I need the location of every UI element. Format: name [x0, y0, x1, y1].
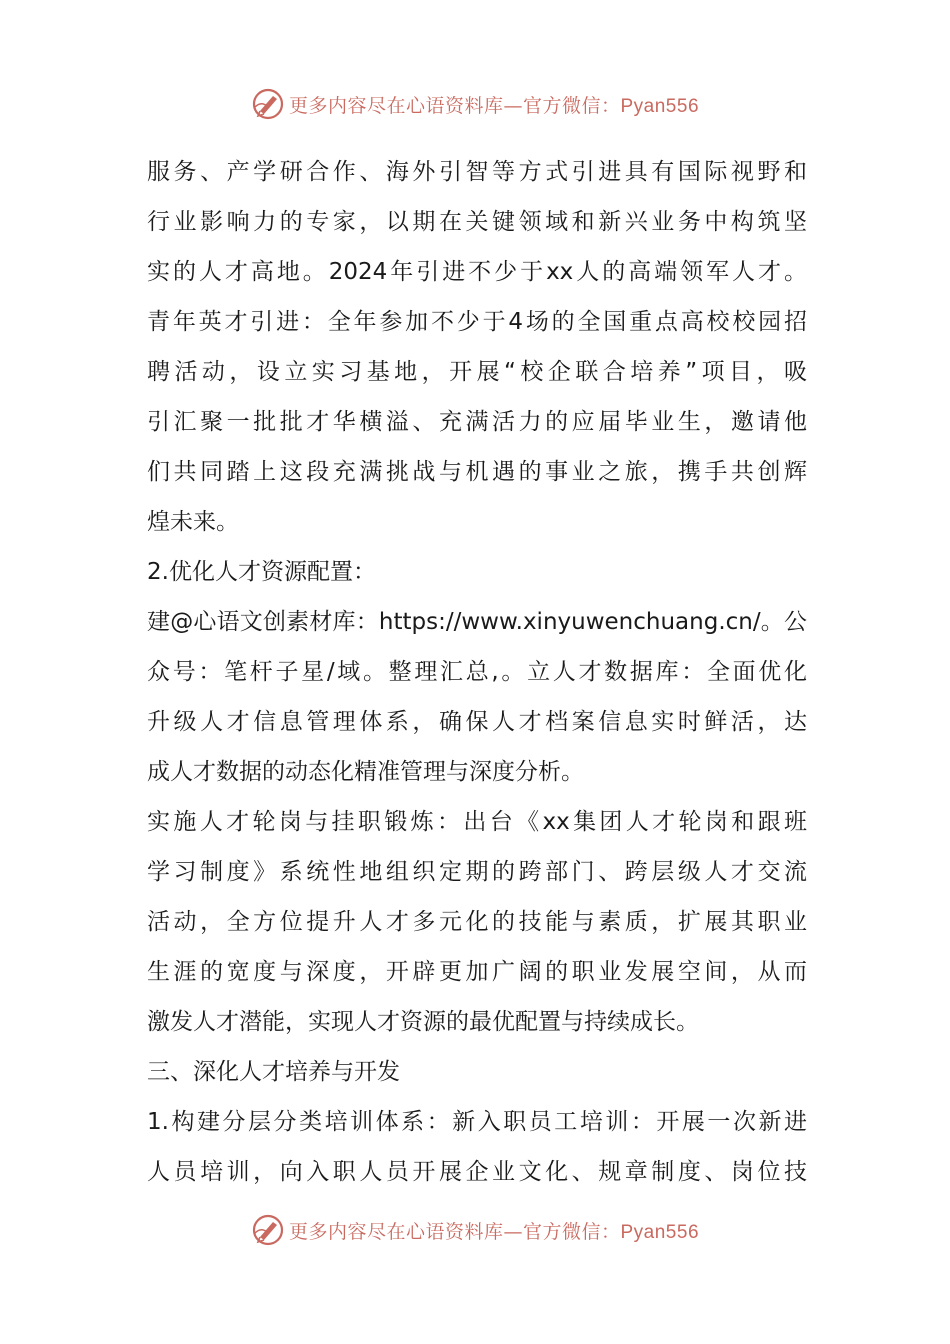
text-line: 活动，全方位提升人才多元化的技能与素质，扩展其职业	[147, 909, 807, 935]
text-line: 成人才数据的动态化精准管理与深度分析。	[147, 759, 584, 785]
text-line: 青年英才引进：全年参加不少于4场的全国重点高校校园招	[147, 309, 807, 335]
text-line: 升级人才信息管理体系，确保人才档案信息实时鲜活，达	[147, 709, 807, 735]
text-line: 学习制度》系统性地组织定期的跨部门、跨层级人才交流	[147, 859, 807, 885]
text-line: 们共同踏上这段充满挑战与机遇的事业之旅，携手共创辉	[147, 459, 807, 485]
header-banner	[0, 82, 950, 126]
text-line: 激发人才潜能，实现人才资源的最优配置与持续成长。	[147, 1009, 699, 1035]
section-heading: 三、深化人才培养与开发	[147, 1059, 400, 1085]
text-line: 众号：笔杆子星/域。整理汇总,。立人才数据库：全面优化	[147, 659, 807, 685]
text-line: 人员培训，向入职人员开展企业文化、规章制度、岗位技	[147, 1159, 807, 1185]
text-line: 行业影响力的专家，以期在关键领域和新兴业务中构筑坚	[147, 209, 807, 235]
banner-label: 更多内容尽在心语资料库—官方微信：	[288, 1220, 621, 1243]
wechat-id: Pyan556	[620, 1221, 700, 1243]
wechat-id: Pyan556	[620, 95, 700, 117]
text-line: 服务、产学研合作、海外引智等方式引进具有国际视野和	[147, 159, 807, 185]
text-line: 1.构建分层分类培训体系：新入职员工培训：开展一次新进	[147, 1109, 807, 1135]
text-line: 生涯的宽度与深度，开辟更加广阔的职业发展空间，从而	[147, 959, 807, 985]
text-line: 实施人才轮岗与挂职锻炼：出台《xx集团人才轮岗和跟班	[147, 809, 807, 835]
pen-logo-icon	[251, 87, 285, 121]
banner-text	[289, 91, 699, 118]
text-line: 煌未来。	[147, 509, 239, 535]
banner-label: 更多内容尽在心语资料库—官方微信：	[288, 94, 621, 117]
banner-text	[289, 1217, 699, 1244]
text-line: 引汇聚一批批才华横溢、充满活力的应届毕业生，邀请他	[147, 409, 807, 435]
document-body	[147, 147, 807, 1197]
pen-logo-icon	[251, 1213, 285, 1247]
text-line: 聘活动，设立实习基地，开展“校企联合培养”项目，吸	[147, 359, 807, 385]
text-line: 实的人才高地。2024年引进不少于xx人的高端领军人才。	[147, 259, 807, 285]
section-heading: 2.优化人才资源配置：	[147, 559, 376, 585]
footer-banner	[0, 1208, 950, 1252]
text-line: 建@心语文创素材库：https://www.xinyuwenchuang.cn/。公	[147, 609, 807, 635]
